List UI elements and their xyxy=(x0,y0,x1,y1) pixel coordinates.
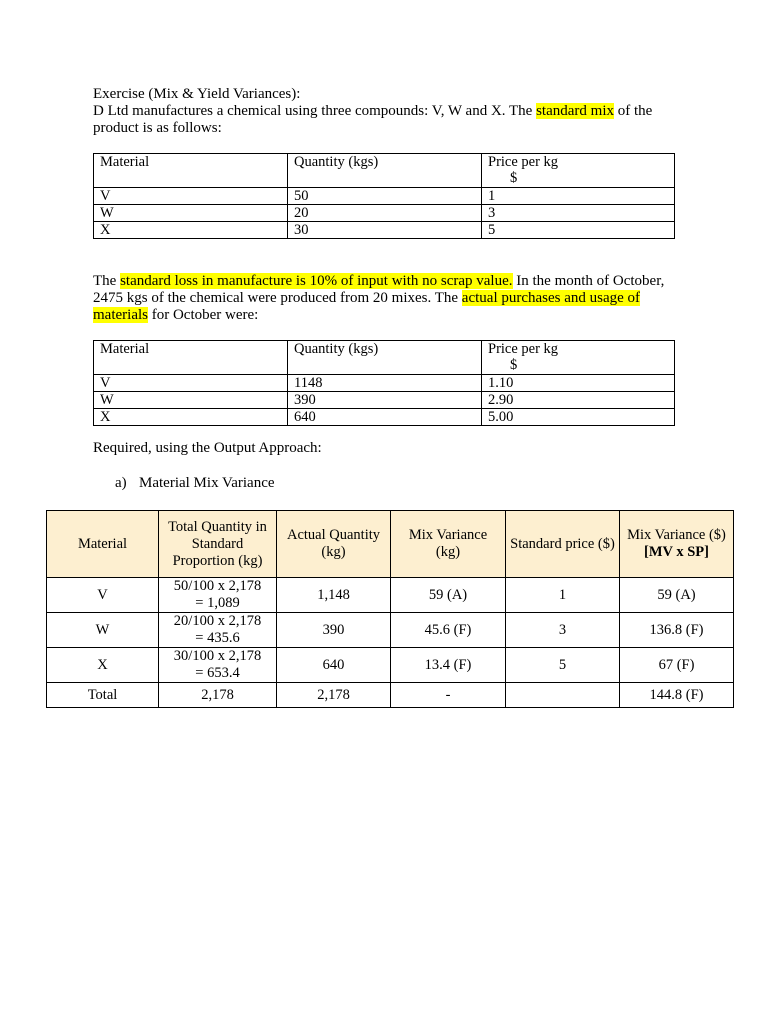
cell-material: W xyxy=(47,613,159,648)
cell-mix-variance-usd: 59 (A) xyxy=(620,578,734,613)
cell-total-actual: 2,178 xyxy=(277,683,391,708)
intro-text-a: D Ltd manufactures a chemical using three compounds: V, W and X. The xyxy=(93,103,537,119)
cell-total-mix-usd: 144.8 (F) xyxy=(620,683,734,708)
cell-material: W xyxy=(94,205,288,222)
header-actual-quantity: Actual Quantity (kg) xyxy=(277,511,391,578)
header-material: Material xyxy=(47,511,159,578)
cell-quantity: 30 xyxy=(288,222,482,239)
header-material: Material xyxy=(94,154,288,188)
cell-price: 5 xyxy=(482,222,675,239)
cell-total-standard: 2,178 xyxy=(159,683,277,708)
intro-paragraph xyxy=(93,103,683,120)
cell-mix-variance-kg: 45.6 (F) xyxy=(391,613,506,648)
cell-calc-result: = 1,089 xyxy=(195,595,240,611)
cell-actual-quantity: 640 xyxy=(277,648,391,683)
highlight-standard-loss: standard loss in manufacture is 10% of input with no scrap value. xyxy=(120,273,513,289)
cell-material: X xyxy=(47,648,159,683)
table-header-row xyxy=(94,341,675,375)
table-header-row xyxy=(47,511,734,578)
table-row xyxy=(47,648,734,683)
cell-standard-price: 1 xyxy=(506,578,620,613)
cell-material: X xyxy=(94,222,288,239)
cell-total-quantity xyxy=(159,648,277,683)
cell-total-quantity xyxy=(159,578,277,613)
cell-price: 3 xyxy=(482,205,675,222)
cell-actual-quantity: 390 xyxy=(277,613,391,648)
header-price-unit: $ xyxy=(510,357,518,373)
header-quantity: Quantity (kgs) xyxy=(288,154,482,188)
cell-calc: 30/100 x 2,178 xyxy=(173,648,262,664)
cell-total-quantity xyxy=(159,613,277,648)
table-row xyxy=(94,222,675,239)
cell-standard-price: 3 xyxy=(506,613,620,648)
header-material: Material xyxy=(94,341,288,375)
cell-material: V xyxy=(94,375,288,392)
cell-quantity: 50 xyxy=(288,188,482,205)
loss-paragraph xyxy=(93,273,677,324)
header-price xyxy=(482,154,675,188)
required-line: Required, using the Output Approach: xyxy=(93,440,322,456)
table-row xyxy=(94,188,675,205)
cell-actual-quantity: 1,148 xyxy=(277,578,391,613)
exercise-title: Exercise (Mix & Yield Variances): xyxy=(93,86,301,102)
cell-calc: 50/100 x 2,178 xyxy=(173,578,262,594)
cell-mix-variance-kg: 59 (A) xyxy=(391,578,506,613)
cell-price: 5.00 xyxy=(482,409,675,426)
highlight-actual-purchases: actual purchases and usage of materials xyxy=(93,290,641,323)
para2-text-b: In the month of October, 2475 kgs of the chemical were produced from 20 mixes. The xyxy=(93,273,665,306)
cell-mix-variance-usd: 67 (F) xyxy=(620,648,734,683)
cell-quantity: 390 xyxy=(288,392,482,409)
cell-total-price xyxy=(506,683,620,708)
cell-standard-price: 5 xyxy=(506,648,620,683)
cell-calc: 20/100 x 2,178 xyxy=(173,613,262,629)
mix-variance-table xyxy=(46,510,734,708)
header-total-quantity: Total Quantity in Standard Proportion (kg) xyxy=(159,511,277,578)
cell-material: V xyxy=(47,578,159,613)
table-row xyxy=(94,205,675,222)
cell-quantity: 640 xyxy=(288,409,482,426)
list-marker: a) xyxy=(115,475,127,491)
header-mix-variance-usd xyxy=(620,511,734,578)
standard-mix-table xyxy=(93,153,675,239)
document-page xyxy=(93,86,683,492)
actual-usage-table xyxy=(93,340,675,426)
header-price xyxy=(482,341,675,375)
header-standard-price: Standard price ($) xyxy=(506,511,620,578)
table-header-row xyxy=(94,154,675,188)
header-mix-variance-formula: [MV x SP] xyxy=(644,544,709,560)
cell-price: 2.90 xyxy=(482,392,675,409)
header-mix-variance-label: Mix Variance ($) xyxy=(627,527,726,543)
table-row xyxy=(47,578,734,613)
table-row xyxy=(94,392,675,409)
header-price-label: Price per kg xyxy=(488,154,559,170)
cell-quantity: 1148 xyxy=(288,375,482,392)
table-total-row xyxy=(47,683,734,708)
cell-mix-variance-usd: 136.8 (F) xyxy=(620,613,734,648)
cell-material: W xyxy=(94,392,288,409)
cell-material: X xyxy=(94,409,288,426)
header-mix-variance-kg: Mix Variance (kg) xyxy=(391,511,506,578)
header-price-unit: $ xyxy=(510,170,518,186)
para2-text-a: The xyxy=(93,273,121,289)
table-row xyxy=(94,409,675,426)
cell-total-label: Total xyxy=(47,683,159,708)
header-quantity: Quantity (kgs) xyxy=(288,341,482,375)
para2-text-c: for October were: xyxy=(147,307,259,323)
cell-material: V xyxy=(94,188,288,205)
cell-calc-result: = 435.6 xyxy=(195,630,240,646)
intro-text-b: of the xyxy=(614,103,653,119)
intro-line3: product is as follows: xyxy=(93,120,222,136)
list-item xyxy=(93,475,683,492)
highlight-standard-mix: standard mix xyxy=(536,103,614,119)
cell-price: 1.10 xyxy=(482,375,675,392)
cell-mix-variance-kg: 13.4 (F) xyxy=(391,648,506,683)
header-price-label: Price per kg xyxy=(488,341,559,357)
cell-quantity: 20 xyxy=(288,205,482,222)
cell-price: 1 xyxy=(482,188,675,205)
table-row xyxy=(47,613,734,648)
cell-total-mix-kg: - xyxy=(391,683,506,708)
table-row xyxy=(94,375,675,392)
cell-calc-result: = 653.4 xyxy=(195,665,240,681)
list-text: Material Mix Variance xyxy=(139,475,275,491)
